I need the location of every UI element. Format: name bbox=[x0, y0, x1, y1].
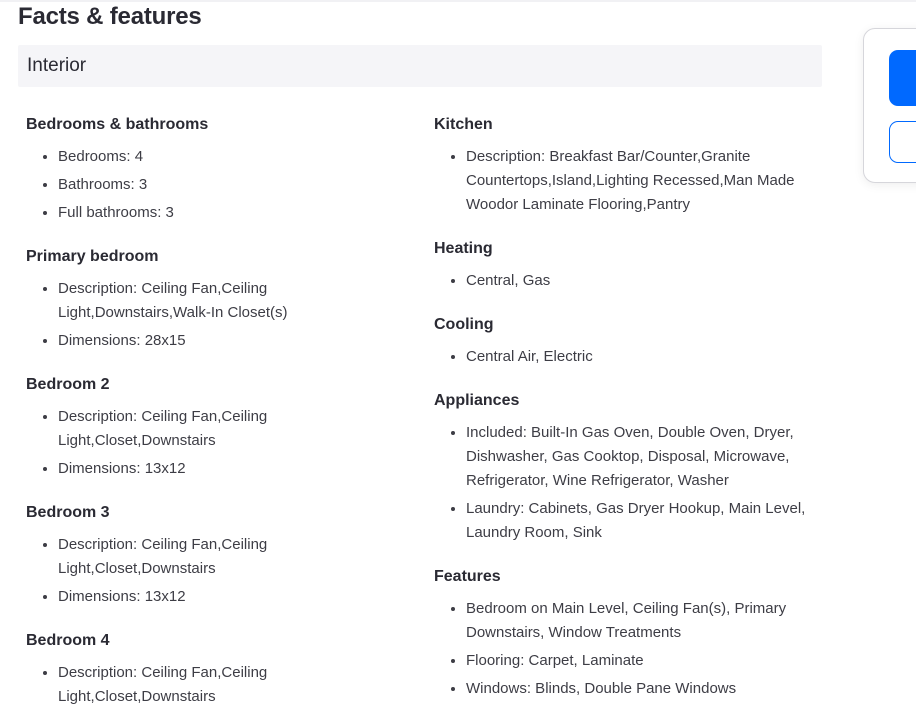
fact-item: • Central, Gas bbox=[466, 269, 810, 293]
fact-item: • Central Air, Electric bbox=[466, 345, 810, 369]
facts-column-right bbox=[434, 115, 810, 726]
contact-cta-card bbox=[863, 28, 916, 183]
fact-item: • Bedrooms: 4 bbox=[58, 145, 402, 169]
fact-list bbox=[26, 405, 402, 481]
fact-list bbox=[434, 597, 810, 701]
fact-section bbox=[26, 503, 402, 609]
fact-list bbox=[434, 145, 810, 217]
fact-list bbox=[26, 277, 402, 353]
fact-section-heading: Bedrooms & bathrooms bbox=[26, 116, 209, 133]
fact-item: • Windows: Blinds, Double Pane Windows bbox=[466, 677, 810, 701]
fact-section-heading: Features bbox=[434, 568, 501, 585]
fact-item: • Dimensions: 13x12 bbox=[58, 585, 402, 609]
fact-item: • Description: Ceiling Fan,Ceiling Light,Closet,Downstairs bbox=[58, 405, 402, 453]
fact-section-heading: Kitchen bbox=[434, 116, 493, 133]
fact-section bbox=[434, 315, 810, 369]
fact-section-heading: Bedroom 3 bbox=[26, 504, 110, 521]
fact-item: • Dimensions: 28x15 bbox=[58, 329, 402, 353]
fact-section-heading: Appliances bbox=[434, 392, 520, 409]
fact-item: • Full bathrooms: 3 bbox=[58, 201, 402, 225]
fact-list bbox=[26, 661, 402, 709]
fact-section-heading: Cooling bbox=[434, 316, 494, 333]
fact-section bbox=[26, 631, 402, 709]
facts-column-left bbox=[26, 115, 402, 726]
fact-list bbox=[434, 421, 810, 545]
interior-section-label: Interior bbox=[27, 55, 87, 76]
fact-item: • Description: Ceiling Fan,Ceiling Light,Downstairs,Walk-In Closet(s) bbox=[58, 277, 402, 325]
primary-cta-button[interactable] bbox=[889, 50, 916, 106]
fact-section-heading: Bedroom 4 bbox=[26, 632, 110, 649]
fact-section bbox=[434, 115, 810, 217]
facts-columns bbox=[26, 115, 916, 726]
secondary-cta-button[interactable] bbox=[889, 121, 916, 163]
fact-list bbox=[26, 533, 402, 609]
page-title: Facts & features bbox=[18, 3, 202, 30]
fact-section bbox=[26, 115, 402, 225]
fact-section-heading: Heating bbox=[434, 240, 493, 257]
interior-section-header bbox=[18, 45, 822, 87]
fact-item: • Laundry: Cabinets, Gas Dryer Hookup, Main Level, Laundry Room, Sink bbox=[466, 497, 810, 545]
fact-section-heading: Bedroom 2 bbox=[26, 376, 110, 393]
fact-section-heading: Primary bedroom bbox=[26, 248, 159, 265]
fact-item: • Description: Ceiling Fan,Ceiling Light,Closet,Downstairs bbox=[58, 533, 402, 581]
fact-list bbox=[434, 269, 810, 293]
fact-item: • Description: Ceiling Fan,Ceiling Light,Closet,Downstairs bbox=[58, 661, 402, 709]
fact-item: • Dimensions: 13x12 bbox=[58, 457, 402, 481]
fact-section bbox=[434, 391, 810, 545]
fact-section bbox=[434, 567, 810, 701]
fact-item: • Included: Built-In Gas Oven, Double Oven, Dryer, Dishwasher, Gas Cooktop, Disposal, Microwave, Refrigerator, Wine Refrigerator, Washer bbox=[466, 421, 810, 493]
fact-list bbox=[26, 145, 402, 225]
fact-list bbox=[434, 345, 810, 369]
fact-item: • Bathrooms: 3 bbox=[58, 173, 402, 197]
fact-section bbox=[434, 239, 810, 293]
fact-item: • Description: Breakfast Bar/Counter,Granite Countertops,Island,Lighting Recessed,Man Made Woodor Laminate Flooring,Pantry bbox=[466, 145, 810, 217]
fact-item: • Bedroom on Main Level, Ceiling Fan(s), Primary Downstairs, Window Treatments bbox=[466, 597, 810, 645]
fact-section bbox=[26, 375, 402, 481]
fact-section bbox=[26, 247, 402, 353]
fact-item: • Flooring: Carpet, Laminate bbox=[466, 649, 810, 673]
